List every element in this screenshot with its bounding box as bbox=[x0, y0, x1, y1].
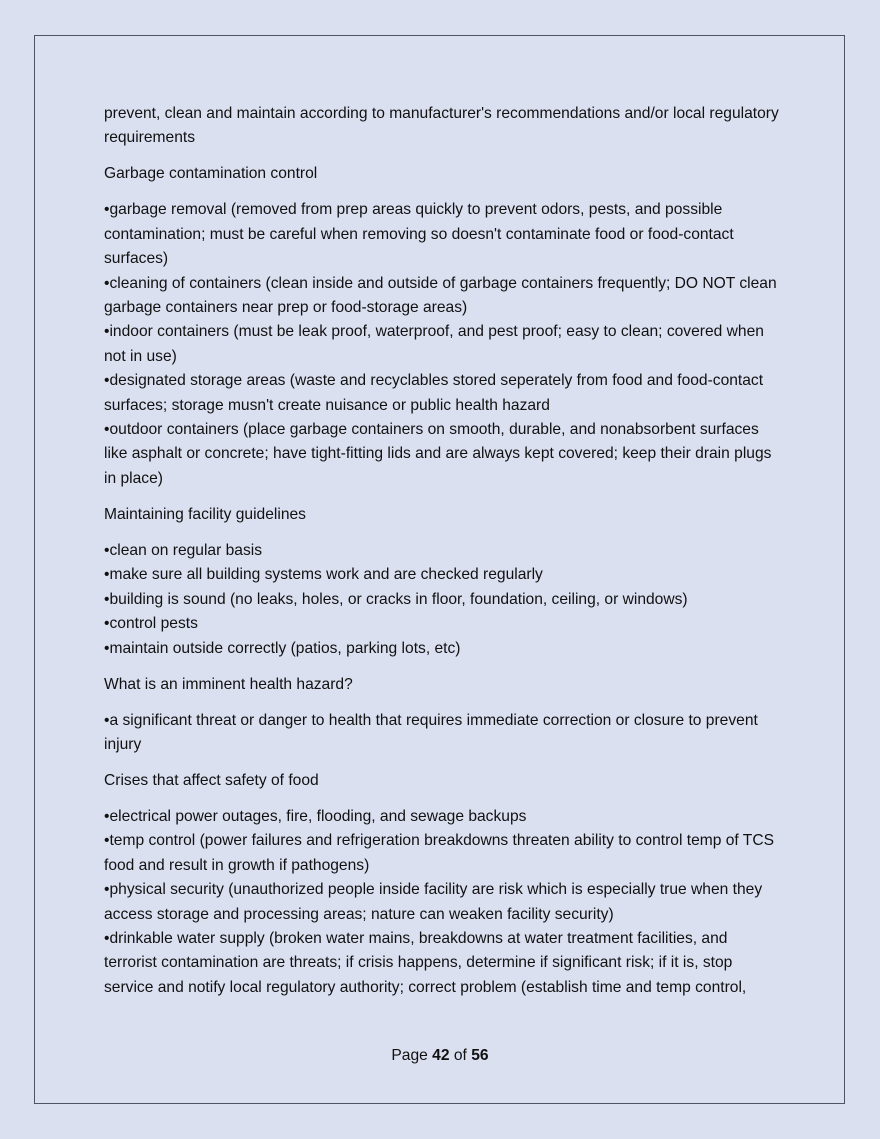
list-item: • garbage removal (removed from prep areas quickly to prevent odors, pests, and possible contamination; must be careful when removing so doesn't contaminate food or food-contact surfaces) bbox=[104, 198, 784, 271]
section-heading-facility: Maintaining facility guidelines bbox=[104, 505, 306, 523]
list-item: • temp control (power failures and refrigeration breakdowns threaten ability to control temp of TCS food and result in growth if pathogens) bbox=[104, 829, 784, 878]
page-number-footer bbox=[0, 1045, 880, 1067]
hazard-list bbox=[104, 709, 784, 758]
total-pages-number: 56 bbox=[471, 1047, 489, 1064]
current-page-number: 42 bbox=[432, 1047, 450, 1064]
garbage-list bbox=[104, 198, 784, 491]
list-item: • maintain outside correctly (patios, parking lots, etc) bbox=[104, 637, 784, 661]
section-heading-garbage: Garbage contamination control bbox=[104, 165, 318, 183]
list-item: • electrical power outages, fire, flooding, and sewage backups bbox=[104, 805, 784, 829]
list-item: • physical security (unauthorized people inside facility are risk which is especially true when they access storage and processing areas; nature can weaken facility security) bbox=[104, 878, 784, 927]
section-heading-hazard: What is an imminent health hazard? bbox=[104, 675, 353, 693]
page-of-label: of bbox=[453, 1047, 467, 1064]
list-item: • building is sound (no leaks, holes, or cracks in floor, foundation, ceiling, or windows) bbox=[104, 588, 784, 612]
crises-list bbox=[104, 805, 784, 1000]
list-item: • indoor containers (must be leak proof, waterproof, and pest proof; easy to clean; covered when not in use) bbox=[104, 320, 784, 369]
list-item: • a significant threat or danger to health that requires immediate correction or closure to prevent injury bbox=[104, 709, 784, 758]
page-content bbox=[104, 102, 784, 1012]
list-item: • outdoor containers (place garbage containers on smooth, durable, and nonabsorbent surfaces like asphalt or concrete; have tight-fitting lids and are always kept covered; keep their drain plugs in place) bbox=[104, 418, 784, 491]
list-item: • designated storage areas (waste and recyclables stored seperately from food and food-contact surfaces; storage musn't create nuisance or public health hazard bbox=[104, 369, 784, 418]
list-item: • clean on regular basis bbox=[104, 539, 784, 563]
intro-paragraph: prevent, clean and maintain according to manufacturer's recommendations and/or local regulatory requirements bbox=[104, 105, 779, 147]
list-item: • control pests bbox=[104, 612, 784, 636]
page-label: Page bbox=[391, 1047, 428, 1064]
section-heading-crises: Crises that affect safety of food bbox=[104, 771, 319, 789]
list-item: • drinkable water supply (broken water mains, breakdowns at water treatment facilities, and terrorist contamination are threats; if crisis happens, determine if significant risk; if it is, stop service and notify local regulatory authority; correct problem (establish time and temp control, bbox=[104, 927, 784, 1000]
facility-list bbox=[104, 539, 784, 661]
list-item: • make sure all building systems work and are checked regularly bbox=[104, 563, 784, 587]
list-item: • cleaning of containers (clean inside and outside of garbage containers frequently; DO NOT clean garbage containers near prep or food-storage areas) bbox=[104, 272, 784, 321]
